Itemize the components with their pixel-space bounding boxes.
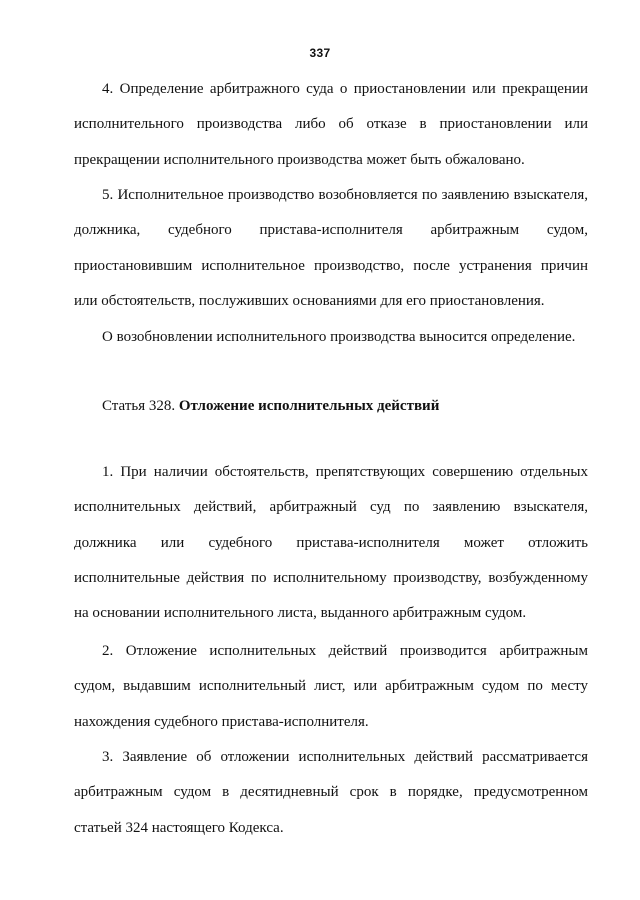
article-title: Отложение исполнительных действий: [178, 398, 440, 414]
article-number: Статья 328.: [102, 398, 179, 414]
article-paragraph-2: 2. Отложение исполнительных действий производится арбитражным судом, выдавшим исполнительный лист, или арбитражным судом по месту нахождения судебного пристава-исполнителя.: [74, 643, 588, 730]
article-paragraph-1: 1. При наличии обстоятельств, препятствующих совершению отдельных исполнительных действий, арбитражный суд по заявлению взыскателя, должника или судебного пристава-исполнителя может отложить исполнительные действия по исполнительному производству, возбужденному на основании исполнительного листа, выданного арбитражным судом.: [74, 464, 588, 622]
paragraph-5: 5. Исполнительное производство возобновляется по заявлению взыскателя, должника, судебного пристава-исполнителя арбитражным судом, приостановившим исполнительное производство, после устранения причин или обстоятельств, послуживших основаниями для его приостановления.: [74, 187, 588, 309]
page-number: 337: [309, 46, 331, 60]
paragraph-4: 4. Определение арбитражного суда о приостановлении или прекращении исполнительного производства либо об отказе в приостановлении или прекращении исполнительного производства может быть обжаловано.: [74, 81, 588, 168]
article-paragraph-3: 3. Заявление об отложении исполнительных действий рассматривается арбитражным судом в десятидневный срок в порядке, предусмотренном статьей 324 настоящего Кодекса.: [74, 749, 588, 836]
article-heading: [102, 392, 439, 420]
paragraph-resumption: О возобновлении исполнительного производства выносится определение.: [102, 329, 576, 345]
